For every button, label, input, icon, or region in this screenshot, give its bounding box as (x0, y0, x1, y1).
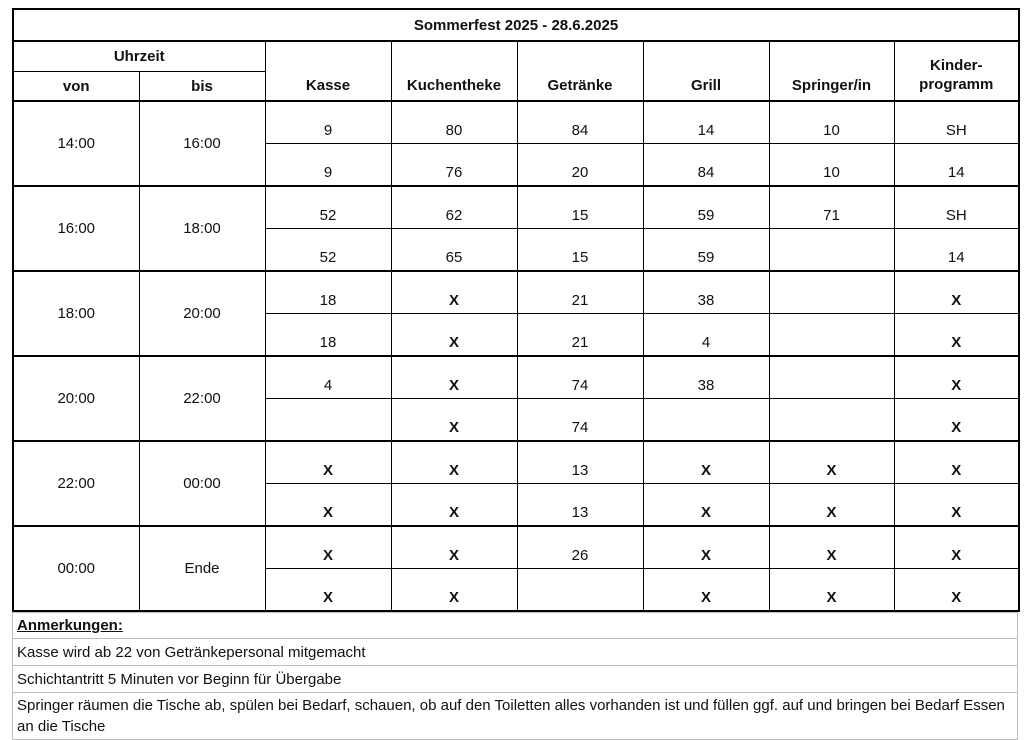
time-von: 20:00 (13, 356, 139, 441)
cell-springer (769, 271, 894, 314)
cell-grill: X (643, 526, 769, 569)
time-bis: 16:00 (139, 101, 265, 186)
time-von: 16:00 (13, 186, 139, 271)
cell-getraenke: 13 (517, 441, 643, 484)
cell-kasse: X (265, 569, 391, 612)
cell-kuchentheke: 76 (391, 144, 517, 187)
header-kasse: Kasse (265, 41, 391, 101)
shift-plan-sheet (12, 8, 1018, 740)
header-von: von (13, 72, 139, 102)
cell-kasse: X (265, 526, 391, 569)
note-line: Springer räumen die Tische ab, spülen bei Bedarf, schauen, ob auf den Toiletten alles vorhanden ist und füllen ggf. auf und bringen bei Bedarf Essen an die Tische (13, 693, 1018, 740)
cell-getraenke: 21 (517, 314, 643, 357)
cell-grill: 59 (643, 186, 769, 229)
cell-getraenke: 20 (517, 144, 643, 187)
cell-kuchentheke: X (391, 526, 517, 569)
cell-kuchentheke: X (391, 441, 517, 484)
time-von: 18:00 (13, 271, 139, 356)
cell-grill: 4 (643, 314, 769, 357)
cell-getraenke: 74 (517, 356, 643, 399)
table-row (13, 271, 1019, 314)
cell-getraenke: 84 (517, 101, 643, 144)
cell-springer: 71 (769, 186, 894, 229)
cell-getraenke: 15 (517, 229, 643, 272)
cell-kuchentheke: X (391, 314, 517, 357)
cell-kinderprogramm: X (894, 526, 1019, 569)
notes-heading: Anmerkungen: (13, 613, 1018, 639)
cell-grill: X (643, 441, 769, 484)
cell-kasse: 18 (265, 314, 391, 357)
cell-grill: 38 (643, 356, 769, 399)
cell-kinderprogramm: X (894, 569, 1019, 612)
header-kinderprogramm: Kinder- programm (894, 41, 1019, 101)
cell-kasse: X (265, 441, 391, 484)
cell-kasse: 52 (265, 186, 391, 229)
cell-kuchentheke: 80 (391, 101, 517, 144)
cell-kinderprogramm: 14 (894, 144, 1019, 187)
time-bis: 00:00 (139, 441, 265, 526)
cell-kuchentheke: X (391, 484, 517, 527)
header-kuchentheke: Kuchentheke (391, 41, 517, 101)
time-von: 14:00 (13, 101, 139, 186)
cell-springer: X (769, 441, 894, 484)
cell-kuchentheke: X (391, 569, 517, 612)
cell-getraenke: 26 (517, 526, 643, 569)
time-von: 22:00 (13, 441, 139, 526)
cell-kuchentheke: X (391, 356, 517, 399)
notes-section (12, 612, 1018, 740)
cell-grill: 38 (643, 271, 769, 314)
cell-kuchentheke: 65 (391, 229, 517, 272)
cell-kuchentheke: 62 (391, 186, 517, 229)
cell-kasse: 52 (265, 229, 391, 272)
cell-kinderprogramm: SH (894, 101, 1019, 144)
cell-springer: X (769, 569, 894, 612)
cell-kuchentheke: X (391, 399, 517, 442)
cell-getraenke (517, 569, 643, 612)
table-row (13, 356, 1019, 399)
cell-kasse: X (265, 484, 391, 527)
cell-kasse (265, 399, 391, 442)
note-line: Kasse wird ab 22 von Getränkepersonal mitgemacht (13, 639, 1018, 666)
cell-kinderprogramm: X (894, 441, 1019, 484)
table-row (13, 186, 1019, 229)
time-von: 00:00 (13, 526, 139, 611)
cell-springer (769, 399, 894, 442)
cell-getraenke: 74 (517, 399, 643, 442)
cell-kinderprogramm: X (894, 271, 1019, 314)
cell-kinderprogramm: 14 (894, 229, 1019, 272)
header-uhrzeit: Uhrzeit (13, 41, 265, 72)
time-bis: 22:00 (139, 356, 265, 441)
table-row (13, 526, 1019, 569)
cell-kinderprogramm: X (894, 399, 1019, 442)
cell-getraenke: 15 (517, 186, 643, 229)
cell-springer (769, 314, 894, 357)
cell-springer (769, 229, 894, 272)
cell-kasse: 9 (265, 144, 391, 187)
header-getraenke: Getränke (517, 41, 643, 101)
cell-grill (643, 399, 769, 442)
header-bis: bis (139, 72, 265, 102)
cell-kinderprogramm: X (894, 314, 1019, 357)
cell-getraenke: 21 (517, 271, 643, 314)
note-line: Schichtantritt 5 Minuten vor Beginn für Übergabe (13, 666, 1018, 693)
header-grill: Grill (643, 41, 769, 101)
cell-springer (769, 356, 894, 399)
cell-grill: 59 (643, 229, 769, 272)
time-bis: 18:00 (139, 186, 265, 271)
time-bis: 20:00 (139, 271, 265, 356)
table-row (13, 441, 1019, 484)
header-springer: Springer/in (769, 41, 894, 101)
cell-grill: X (643, 484, 769, 527)
shift-slots (13, 101, 1019, 611)
cell-springer: X (769, 484, 894, 527)
cell-springer: X (769, 526, 894, 569)
cell-grill: 14 (643, 101, 769, 144)
cell-kasse: 9 (265, 101, 391, 144)
page-title: Sommerfest 2025 - 28.6.2025 (13, 9, 1019, 41)
shift-table (12, 8, 1020, 612)
cell-kuchentheke: X (391, 271, 517, 314)
cell-kinderprogramm: SH (894, 186, 1019, 229)
time-bis: Ende (139, 526, 265, 611)
cell-kasse: 18 (265, 271, 391, 314)
cell-kinderprogramm: X (894, 356, 1019, 399)
cell-getraenke: 13 (517, 484, 643, 527)
cell-kinderprogramm: X (894, 484, 1019, 527)
cell-springer: 10 (769, 101, 894, 144)
cell-springer: 10 (769, 144, 894, 187)
cell-grill: 84 (643, 144, 769, 187)
table-row (13, 101, 1019, 144)
cell-kasse: 4 (265, 356, 391, 399)
cell-grill: X (643, 569, 769, 612)
